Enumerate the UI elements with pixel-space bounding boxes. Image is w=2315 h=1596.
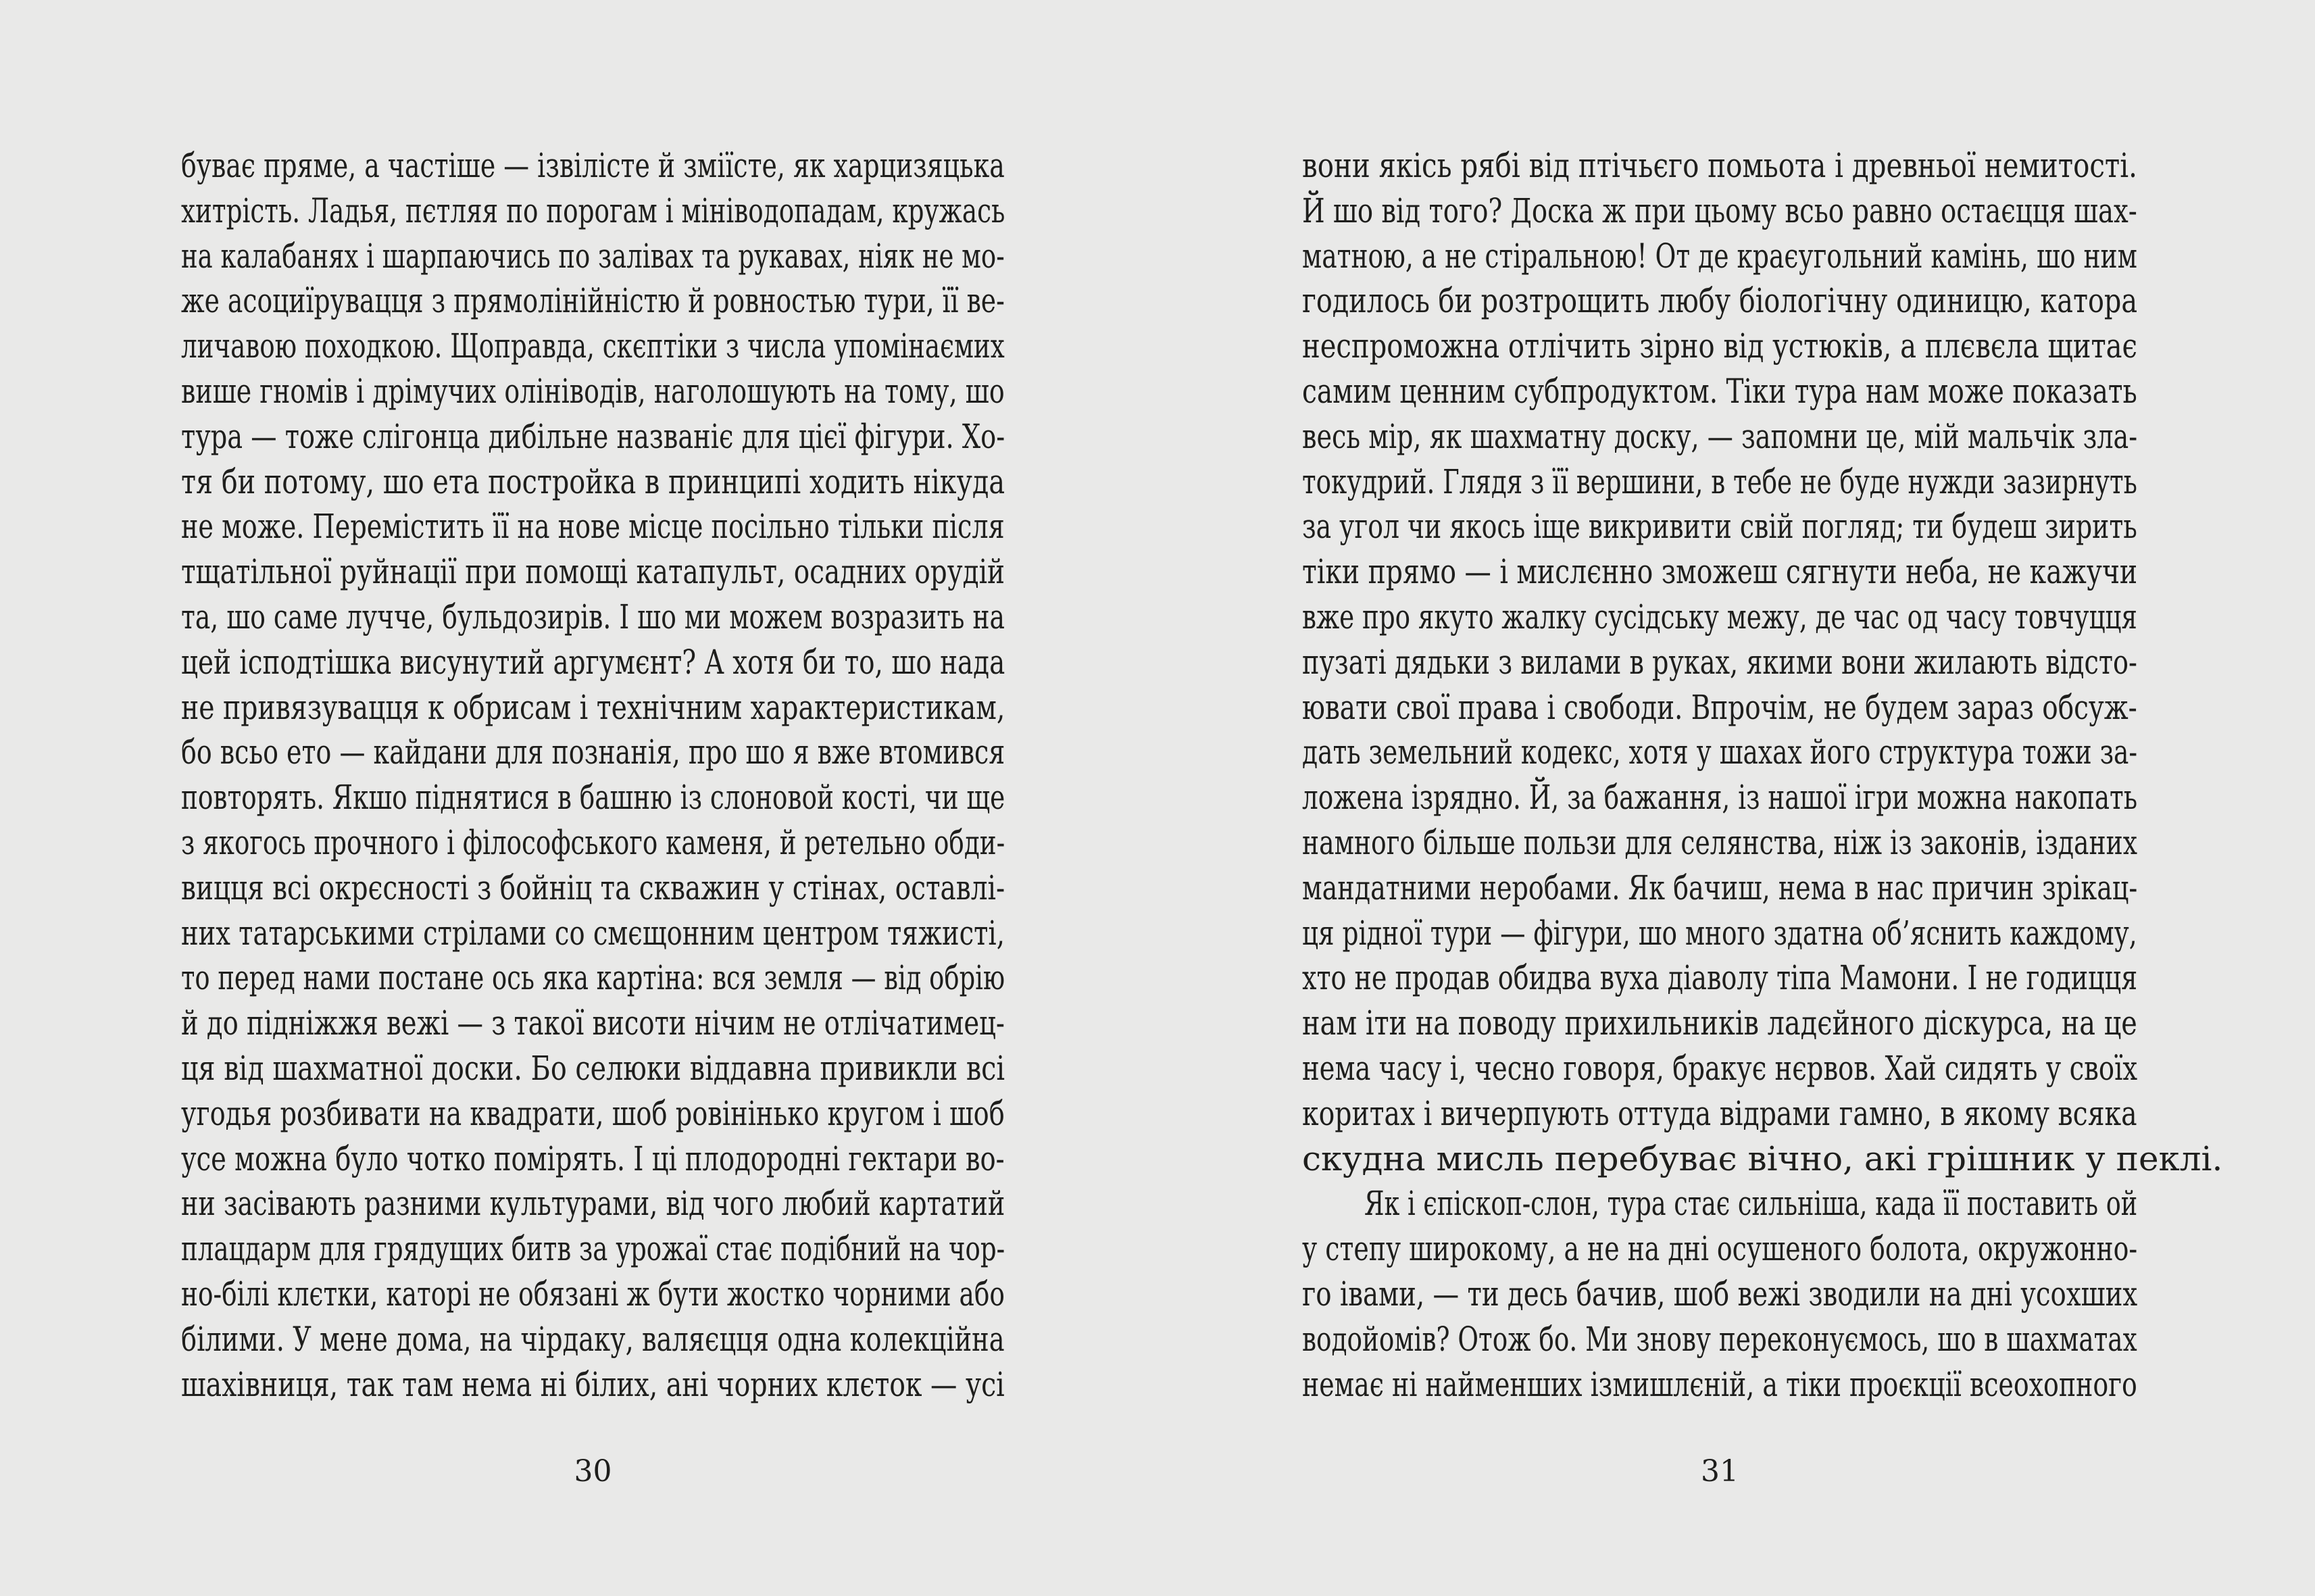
text-line [181,1272,1005,1317]
text-line [181,640,1005,685]
text-line-content: на калабанях і шарпаючись по залівах та рукавах, ніяк не мо- [181,236,1005,276]
text-line-content: хто не продав обидва вуха діаволу тіпа Мамони. І не годицця [1302,958,2138,998]
text-line [181,1137,1005,1182]
text-line-content: дать земельний кодекс, хотя у шахах його структура тожи за- [1302,732,2138,772]
text-line [181,820,1005,866]
text-line-content: мандатними неробами. Як бачиш, нема в нас причин зрікац- [1302,868,2138,907]
text-line [181,911,1005,956]
text-line [1302,369,2137,414]
page-left-text-block [181,143,1005,1407]
text-line [1302,1362,2137,1407]
text-line-content: водойомів? Отож бо. Ми знову переконуємось, шо в шахматах [1302,1319,2137,1359]
text-line-content: плацдарм для грядущих битв за урожаї стає подібний на чор- [181,1229,1005,1269]
text-line-content: білими. У мене дома, на чірдаку, валяєцця одна колекційна [181,1319,1005,1359]
text-line-content: же асоциїрувацця з прямолінійністю й ровностью тури, її ве- [181,281,1005,321]
text-line [181,1181,1005,1226]
text-line [1302,1046,2137,1091]
text-line-content: вони якісь рябі від птічьєго помьота і древньої немитості. [1302,146,2137,185]
text-line [1302,549,2137,595]
text-line-content: тщатільної руйнації при помощі катапульт, осадних орудій [181,552,1005,592]
text-line-content: неспроможна отлічить зірно від устюків, а плєвєла щитає [1302,326,2137,366]
text-line [181,595,1005,640]
text-line [181,324,1005,369]
text-line [1302,143,2137,189]
text-line-content: нема часу і, чесно говоря, бракує нєрвов. Хай сидять у своїх [1302,1048,2138,1088]
text-line-content: шахівниця, так там нема ні білих, ані чорних клєток — усі [181,1364,1005,1404]
text-line [181,549,1005,595]
text-line-content: цей ісподтішка висунутий аргумєнт? А хотя би то, шо нада [181,642,1005,682]
text-line [1302,640,2137,685]
text-line [1302,1091,2137,1137]
text-line-content: ця від шахматної доски. Бо селюки віддавна привикли всі [181,1048,1005,1088]
text-line-content: пузаті дядьки з вилами в руках, якими вони жилають відсто- [1302,642,2137,682]
text-line [1302,1226,2137,1272]
text-line-content: повторять. Якшо піднятися в башню із слоновой кості, чи ще [181,778,1005,818]
text-line-content: намного більше пользи для селянства, ніж із законів, ізданих [1302,822,2137,862]
text-line-content: Й шо від того? Доска ж при цьому всьо равно остаєцця шах- [1302,191,2137,230]
text-line-content: ювати свої права і свободи. Впрочім, не будем зараз обсуж- [1302,687,2137,727]
page-left-number: 30 [574,1454,612,1489]
text-line-content: то перед нами постане ось яка картіна: вся земля — від обрію [181,958,1005,998]
text-line-content: ни засівають разними культурами, від чого любий картатий [181,1184,1005,1224]
text-line [181,1226,1005,1272]
text-line-content: ложена ізрядно. Й, за бажання, із нашої ігри можна накопать [1302,778,2138,818]
text-line-content: тура — тоже слігонца дибільне названіє для цієї фігури. Хо- [181,416,1005,456]
text-line [1302,685,2137,730]
text-line [1302,866,2137,911]
text-line [181,278,1005,324]
text-line [181,1362,1005,1407]
text-line-content: ця рідної тури — фігури, шо много здатна об’яснить каждому, [1302,913,2137,953]
text-line-content: самим ценним субпродуктом. Тіки тура нам може показать [1302,371,2137,411]
text-line-content: токудрий. Глядя з її вершини, в тебе не буде нужди зазирнуть [1302,462,2137,501]
text-line-content: них татарськими стрілами со смєщонним центром тяжисті, [181,913,1005,953]
text-line-content: бо всьо ето — кайдани для познанія, про шо я вже втомився [181,732,1005,772]
text-line [181,730,1005,775]
text-line [1302,189,2137,234]
text-line [1302,775,2137,820]
text-line-content: но-білі клєтки, каторі не обязані ж бути жостко чорними або [181,1274,1005,1314]
text-line [1302,595,2137,640]
text-line [1302,1317,2137,1362]
text-line [181,866,1005,911]
text-line-content: тіки прямо — і мислєнно зможеш сягнути неба, не кажучи [1302,552,2138,592]
text-line [1302,1272,2137,1317]
text-line-content: го івами, — ти десь бачив, шоб вежі зводили на дні усохших [1302,1274,2138,1314]
text-line [1302,324,2137,369]
text-line [181,1317,1005,1362]
text-line [1302,1001,2137,1046]
text-line-content: вицця всі окрєсності з бойніц та скважин у стінах, оставлі- [181,868,1005,907]
text-line-content: та, шо саме лучче, бульдозирів. І шо ми можем возразить на [181,597,1005,637]
text-line-content: личавою походкою. Щоправда, скєптіки з числа упомінаємих [181,326,1005,366]
text-line [181,189,1005,234]
text-line-content: немає ні найменших ізмишлєній, а тіки проєкції всеохопного [1302,1364,2137,1404]
text-line [181,1091,1005,1137]
text-line-content: не привязувацця к обрисам і технічним характеристикам, [181,687,1005,727]
text-line [181,1046,1005,1091]
page-right-number: 31 [1701,1454,1739,1489]
text-line [181,234,1005,279]
text-line-content: буває пряме, а частіше — ізвілісте й зміїсте, як харцизяцька [181,146,1005,185]
text-line [1302,234,2137,279]
text-line [1302,911,2137,956]
text-line-content: з якогось прочного і філософського каменя, й ретельно обди- [181,822,1005,862]
text-line [1302,820,2137,866]
text-line [1302,730,2137,775]
text-line [1302,955,2137,1001]
text-line [181,143,1005,189]
text-line [1302,504,2137,549]
text-line-content: не може. Перемістить її на нове місце посільно тільки після [181,507,1005,547]
text-line-content: усе можна було чотко помірять. І ці плодородні гектари во- [181,1139,1005,1178]
text-line [1302,1181,2137,1226]
text-line [1302,1137,2223,1182]
text-line [1302,278,2137,324]
text-line [181,504,1005,549]
text-line [181,955,1005,1001]
text-line-content: весь мір, як шахматну доску, — запомни це, мій мальчік зла- [1302,416,2138,456]
text-line-content: угодья розбивати на квадрати, шоб ровінінько кругом і шоб [181,1093,1005,1133]
text-line-content: Як і єпіскоп-слон, тура стає сильніша, када її поставить ой [1364,1184,2138,1224]
text-line [1302,459,2137,505]
text-line-content: за угол чи якось іще викривити свій погляд; ти будеш зирить [1302,507,2137,547]
text-line-content: вже про якуто жалку сусідську межу, де час од часу товчуцця [1302,597,2137,637]
text-line [181,685,1005,730]
text-line-content: скудна мисль перебуває вічно, акі грішник у пеклі. [1302,1139,2223,1178]
text-line-content: коритах і вичерпують оттуда відрами гамно, в якому всяка [1302,1093,2137,1133]
text-line-content: й до підніжжя вежі — з такої висоти нічим не отлічатимец- [181,1003,1005,1043]
text-line-content: у степу широкому, а не на дні осушеного болота, окружонно- [1302,1229,2138,1269]
text-line-content: матною, а не стіральною! От де краєугольний камінь, шо ним [1302,236,2137,276]
text-line-content: више гномів і дрімучих олініводів, наголошують на тому, шо [181,371,1005,411]
text-line-content: нам іти на поводу прихильників ладєйного діскурса, на це [1302,1003,2137,1043]
text-line-content: годилось би розтрощить любу біологічну одиницю, катора [1302,281,2138,321]
text-line [181,459,1005,505]
text-line [181,369,1005,414]
text-line [181,1001,1005,1046]
text-line [181,775,1005,820]
text-line [181,414,1005,459]
text-line [1302,414,2137,459]
text-line-content: тя би потому, шо ета постройка в принципі ходить нікуда [181,462,1005,501]
page-right-text-block [1302,143,2223,1407]
text-line-content: хитрість. Ладья, пєтляя по порогам і мініводопадам, кружась [181,191,1005,230]
